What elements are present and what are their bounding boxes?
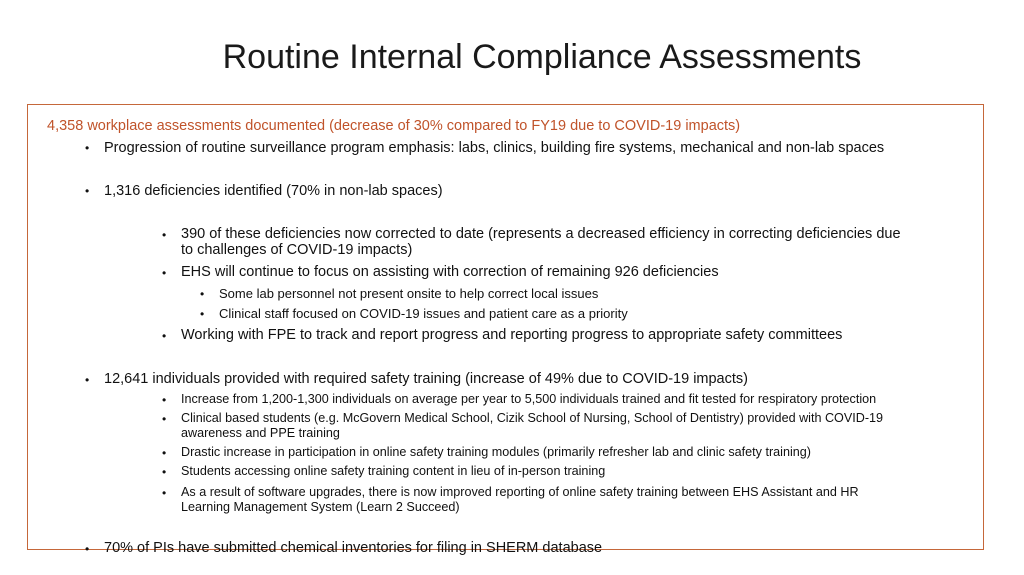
- list-item: Progression of routine surveillance program emphasis: labs, clinics, building fire systems, mechanical and non-lab spaces: [104, 140, 885, 156]
- list-item: Drastic increase in participation in online safety training modules (primarily refresher lab and clinic safety training): [181, 445, 811, 459]
- list-item: 390 of these deficiencies now corrected to date (represents a decreased efficiency in correcting deficiencies due: [181, 226, 901, 242]
- list-item-continuation: Learning Management System (Learn 2 Succeed): [181, 500, 460, 514]
- list-item: Clinical staff focused on COVID-19 issues and patient care as a priority: [219, 306, 628, 321]
- bullet-icon: •: [200, 307, 205, 321]
- content-box: [27, 104, 984, 550]
- bullet-icon: •: [162, 465, 167, 479]
- bullet-icon: •: [162, 393, 167, 407]
- bullet-icon: •: [162, 228, 167, 242]
- list-item: Working with FPE to track and report progress and reporting progress to appropriate safety committees: [181, 327, 843, 343]
- list-item-continuation: to challenges of COVID-19 impacts): [181, 242, 413, 258]
- bullet-icon: •: [162, 266, 167, 280]
- bullet-icon: •: [85, 373, 90, 387]
- list-item: Clinical based students (e.g. McGovern Medical School, Cizik School of Nursing, School of Dentistry) provided with COVID-19: [181, 411, 884, 425]
- bullet-icon: •: [85, 184, 90, 198]
- list-item: 1,316 deficiencies identified (70% in non-lab spaces): [104, 183, 443, 199]
- list-item: 70% of PIs have submitted chemical inventories for filing in SHERM database: [104, 540, 603, 556]
- list-item: Increase from 1,200-1,300 individuals on average per year to 5,500 individuals trained and fit tested for respiratory protection: [181, 392, 877, 406]
- bullet-icon: •: [162, 446, 167, 460]
- list-item: As a result of software upgrades, there is now improved reporting of online safety training between EHS Assistant and HR: [181, 485, 859, 499]
- bullet-icon: •: [85, 542, 90, 556]
- bullet-icon: •: [162, 412, 167, 426]
- bullet-icon: •: [200, 287, 205, 301]
- list-item: 12,641 individuals provided with required safety training (increase of 49% due to COVID-19 impacts): [104, 371, 748, 387]
- lead-statement: 4,358 workplace assessments documented (decrease of 30% compared to FY19 due to COVID-19 impacts): [47, 118, 741, 134]
- bullet-icon: •: [85, 141, 90, 155]
- list-item: EHS will continue to focus on assisting with correction of remaining 926 deficiencies: [181, 264, 719, 280]
- bullet-icon: •: [162, 329, 167, 343]
- bullet-icon: •: [162, 486, 167, 500]
- list-item: Students accessing online safety training content in lieu of in-person training: [181, 464, 606, 478]
- list-item: Some lab personnel not present onsite to help correct local issues: [219, 286, 599, 301]
- slide-title: Routine Internal Compliance Assessments: [222, 38, 862, 76]
- list-item-continuation: awareness and PPE training: [181, 426, 340, 440]
